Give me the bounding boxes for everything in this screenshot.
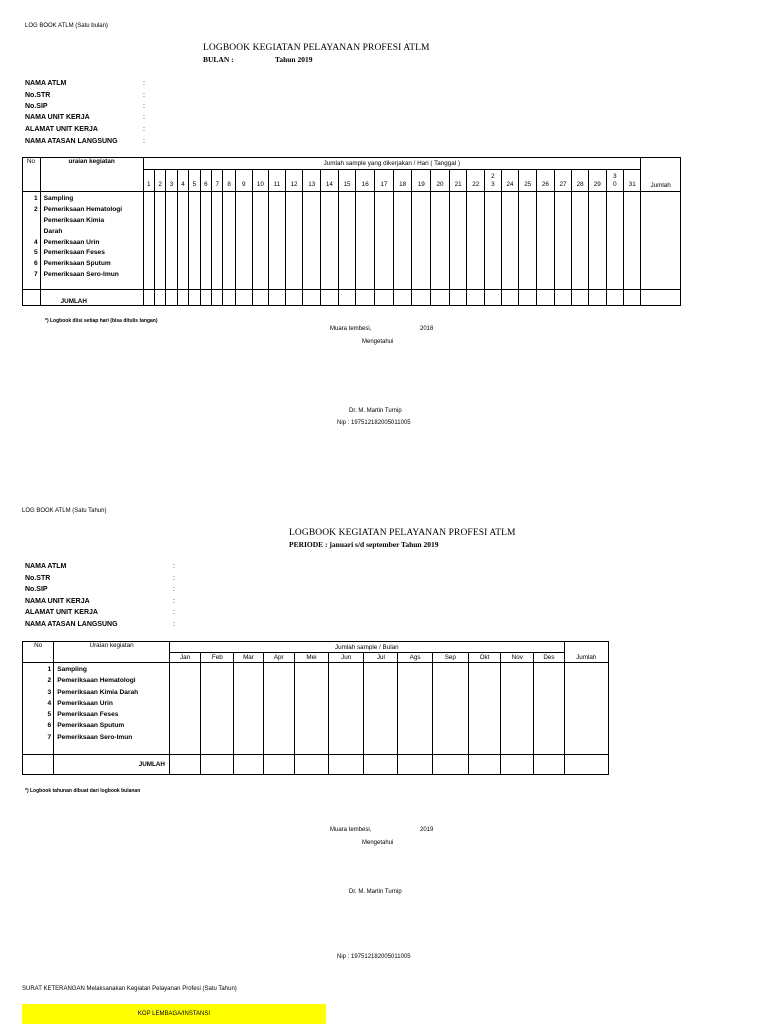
monthly-nip: Nip : 197512182005011005: [337, 420, 411, 426]
monthly-year: 2018: [420, 326, 434, 332]
data-cell: [201, 663, 234, 755]
activity-label: Pemeriksaan Feses: [57, 711, 119, 719]
total-no-cell: [23, 755, 54, 775]
total-cell: [364, 755, 398, 775]
day-header: 6: [200, 170, 211, 192]
activity-label: Pemeriksaan Kimia Darah: [57, 688, 139, 696]
data-cell: [537, 192, 555, 290]
total-cell: [338, 290, 356, 306]
monthly-bulan-label: BULAN :: [203, 55, 234, 64]
data-cell: [252, 192, 269, 290]
total-cell: [177, 290, 188, 306]
yearly-logbook-table: [22, 641, 609, 775]
total-cell: [572, 290, 589, 306]
field-colon: :: [143, 114, 145, 121]
field-colon: :: [173, 598, 175, 605]
data-cell: [501, 192, 519, 290]
activity-label: Pemeriksaan Kimia: [43, 216, 105, 224]
total-cell: [501, 290, 519, 306]
total-cell: [169, 755, 200, 775]
data-cell: [177, 192, 188, 290]
day-header: 7: [212, 170, 223, 192]
data-cell: [501, 663, 534, 755]
day-header: 2: [154, 170, 165, 192]
day-header: 18: [393, 170, 412, 192]
total-cell: [200, 290, 211, 306]
activity-label: Pemeriksaan Feses: [43, 249, 105, 257]
data-cell: [449, 192, 467, 290]
total-cell: [624, 290, 641, 306]
data-cell: [234, 663, 263, 755]
data-cell: [393, 192, 412, 290]
day-header: 15: [338, 170, 356, 192]
total-cell: [263, 755, 294, 775]
month-header: Des: [534, 653, 564, 663]
no-header: No: [23, 642, 54, 663]
total-cell: [321, 290, 339, 306]
day-header: 2 3: [485, 170, 502, 192]
month-header: Mei: [294, 653, 328, 663]
field-colon: :: [173, 609, 175, 616]
data-cell: [269, 192, 286, 290]
total-cell: [412, 290, 431, 306]
day-header: 3 0: [606, 170, 624, 192]
day-header: 16: [356, 170, 375, 192]
monthly-signer: Dr. M. Martin Turnip: [349, 408, 402, 414]
total-cell: [223, 290, 235, 306]
total-cell: [143, 290, 154, 306]
month-header: Ags: [398, 653, 432, 663]
data-cell: [338, 192, 356, 290]
total-cell: [375, 290, 394, 306]
total-cell: [154, 290, 165, 306]
field-colon: :: [173, 621, 175, 628]
activity-label: Pemeriksaan Urin: [43, 238, 100, 246]
field-nama-atlm: NAMA ATLM: [25, 80, 67, 87]
monthly-doc-label: LOG BOOK ATLM (Satu bulan): [25, 23, 108, 29]
data-cell: [294, 663, 328, 755]
total-cell: [641, 290, 681, 306]
yearly-title: LOGBOOK KEGIATAN PELAYANAN PROFESI ATLM: [289, 528, 516, 538]
total-cell: [468, 755, 500, 775]
day-header: 13: [303, 170, 321, 192]
total-cell: [393, 290, 412, 306]
total-cell: [269, 290, 286, 306]
field-no-str: No.STR: [25, 92, 51, 99]
no-header: No: [23, 158, 41, 192]
activity-label: Pemeriksaan Sero-Imun: [57, 733, 133, 741]
data-cell: [485, 192, 502, 290]
row-activities: [40, 192, 143, 290]
group-header: Jumlah sample / Bulan: [169, 642, 564, 653]
row-number: 5: [47, 711, 52, 719]
monthly-place-date: Muara tembesi,: [330, 326, 372, 332]
total-label: JUMLAH: [40, 290, 143, 306]
field-no-str: No.STR: [25, 575, 51, 582]
total-cell: [432, 755, 468, 775]
data-cell: [554, 192, 572, 290]
yearly-mengetahui: Mengetahui: [362, 840, 394, 846]
field-colon: :: [173, 563, 175, 570]
total-cell: [467, 290, 485, 306]
data-cell: [154, 192, 165, 290]
activity-label: Pemeriksaan Sero-Imun: [43, 271, 119, 279]
total-cell: [485, 290, 502, 306]
total-cell: [329, 755, 364, 775]
data-cell: [564, 663, 608, 755]
day-header: 22: [467, 170, 485, 192]
field-colon: :: [143, 126, 145, 133]
field-alamat-unit-kerja: ALAMAT UNIT KERJA: [25, 609, 98, 616]
jumlah-header: Jumlah: [564, 653, 608, 663]
data-cell: [200, 192, 211, 290]
monthly-title: LOGBOOK KEGIATAN PELAYANAN PROFESI ATLM: [203, 43, 430, 53]
field-nama-unit-kerja: NAMA UNIT KERJA: [25, 598, 90, 605]
total-cell: [294, 755, 328, 775]
day-header: 14: [321, 170, 339, 192]
data-cell: [432, 663, 468, 755]
total-cell: [398, 755, 432, 775]
row-number: 7: [33, 271, 38, 279]
field-colon: :: [143, 103, 145, 110]
day-header: 31: [624, 170, 641, 192]
day-header: 12: [285, 170, 303, 192]
field-no-sip: No.SIP: [25, 103, 48, 110]
month-header: Apr: [263, 653, 294, 663]
data-cell: [431, 192, 450, 290]
yearly-year: 2019: [420, 827, 434, 833]
day-header: 5: [189, 170, 200, 192]
total-cell: [431, 290, 450, 306]
data-cell: [467, 192, 485, 290]
total-cell: [235, 290, 252, 306]
day-header: 27: [554, 170, 572, 192]
jumlah-header-top: [564, 642, 608, 653]
field-nama-atlm: NAMA ATLM: [25, 563, 67, 570]
data-cell: [624, 192, 641, 290]
data-cell: [169, 663, 200, 755]
activity-header: uraian kegiatan: [40, 158, 143, 192]
day-header: 26: [537, 170, 555, 192]
day-header: 29: [588, 170, 606, 192]
data-cell: [285, 192, 303, 290]
total-label: JUMLAH: [54, 755, 170, 775]
day-header: 19: [412, 170, 431, 192]
yearly-doc-label: LOG BOOK ATLM (Satu Tahun): [22, 508, 107, 514]
field-colon: :: [143, 138, 145, 145]
row-number: 6: [33, 260, 38, 268]
field-no-sip: No.SIP: [25, 586, 48, 593]
activity-label: Sampling: [43, 195, 74, 202]
day-header: 28: [572, 170, 589, 192]
activity-label: Pemeriksaan Hematologi: [43, 205, 123, 213]
row-number: 2: [47, 677, 52, 685]
day-header: 3: [166, 170, 177, 192]
activity-label: Pemeriksaan Sputum: [57, 722, 125, 730]
jumlah-header: Jumlah: [641, 170, 681, 192]
month-header: Jan: [169, 653, 200, 663]
field-nama-atasan: NAMA ATASAN LANGSUNG: [25, 621, 118, 628]
row-number: 1: [47, 666, 52, 673]
month-header: Sep: [432, 653, 468, 663]
total-cell: [201, 755, 234, 775]
total-cell: [449, 290, 467, 306]
data-cell: [588, 192, 606, 290]
data-cell: [398, 663, 432, 755]
monthly-tahun-label: Tahun 2019: [275, 55, 313, 64]
day-header: 20: [431, 170, 450, 192]
month-header: Feb: [201, 653, 234, 663]
data-cell: [356, 192, 375, 290]
data-cell: [468, 663, 500, 755]
day-header: 1: [143, 170, 154, 192]
yearly-signer: Dr. M. Martin Turnip: [349, 889, 402, 895]
data-cell: [412, 192, 431, 290]
row-number: 4: [33, 238, 38, 246]
row-number: [23, 227, 38, 238]
field-colon: :: [173, 586, 175, 593]
data-cell: [641, 192, 681, 290]
data-cell: [606, 192, 624, 290]
field-colon: :: [143, 80, 145, 87]
month-header: Okt: [468, 653, 500, 663]
total-cell: [285, 290, 303, 306]
yearly-note: *) Logbook tahunan dibuat dari logbook bulanan: [25, 788, 141, 794]
total-cell: [537, 290, 555, 306]
day-header: 21: [449, 170, 467, 192]
group-header: Jumlah sample yang dikerjakan / Hari ( Tanggal ): [143, 158, 641, 170]
row-number: 3: [47, 688, 52, 696]
row-numbers: [23, 663, 54, 755]
day-header: 25: [519, 170, 537, 192]
total-no-cell: [23, 290, 41, 306]
data-cell: [143, 192, 154, 290]
data-cell: [235, 192, 252, 290]
total-cell: [303, 290, 321, 306]
row-number: 2: [33, 205, 38, 213]
activity-label: Pemeriksaan Urin: [57, 699, 113, 707]
data-cell: [572, 192, 589, 290]
total-cell: [356, 290, 375, 306]
month-header: Nov: [501, 653, 534, 663]
total-cell: [606, 290, 624, 306]
field-alamat-unit-kerja: ALAMAT UNIT KERJA: [25, 126, 98, 133]
yearly-place-date: Muara tembesi,: [330, 827, 372, 833]
total-cell: [588, 290, 606, 306]
total-cell: [554, 290, 572, 306]
field-nama-unit-kerja: NAMA UNIT KERJA: [25, 114, 90, 121]
data-cell: [166, 192, 177, 290]
row-number: 5: [33, 249, 38, 257]
activity-label: Pemeriksaan Hematologi: [57, 677, 136, 685]
kop-lembaga-box: KOP LEMBAGA/INSTANSI: [22, 1004, 326, 1024]
field-colon: :: [143, 92, 145, 99]
row-number: 7: [47, 733, 52, 741]
data-cell: [321, 192, 339, 290]
monthly-mengetahui: Mengetahui: [362, 339, 394, 345]
field-colon: :: [173, 575, 175, 582]
field-nama-atasan: NAMA ATASAN LANGSUNG: [25, 138, 118, 145]
day-header: 4: [177, 170, 188, 192]
surat-heading: SURAT KETERANGAN Melaksanakan Kegiatan Pelayanan Profesi (Satu Tahun): [22, 986, 237, 992]
data-cell: [303, 192, 321, 290]
total-cell: [189, 290, 200, 306]
data-cell: [223, 192, 235, 290]
data-cell: [189, 192, 200, 290]
data-cell: [534, 663, 564, 755]
total-cell: [501, 755, 534, 775]
monthly-note: *) Logbook diisi setiap hari (bisa ditulis tangan): [45, 318, 158, 324]
yearly-periode: PERIODE : januari s/d september Tahun 2019: [289, 540, 439, 549]
data-cell: [375, 192, 394, 290]
month-header: Jun: [329, 653, 364, 663]
total-cell: [252, 290, 269, 306]
month-header: Mar: [234, 653, 263, 663]
day-header: 24: [501, 170, 519, 192]
total-cell: [519, 290, 537, 306]
row-number: 4: [47, 699, 52, 707]
total-cell: [234, 755, 263, 775]
row-numbers: [23, 192, 41, 290]
data-cell: [329, 663, 364, 755]
day-header: 17: [375, 170, 394, 192]
row-number: 6: [47, 722, 52, 730]
activity-label: Darah: [43, 227, 63, 235]
row-activities: [54, 663, 170, 755]
day-header: 11: [269, 170, 286, 192]
monthly-logbook-table: [22, 157, 681, 306]
total-cell: [564, 755, 608, 775]
row-number: 1: [33, 195, 38, 202]
total-cell: [166, 290, 177, 306]
data-cell: [364, 663, 398, 755]
activity-label: Pemeriksaan Sputum: [43, 260, 111, 268]
month-header: Jul: [364, 653, 398, 663]
day-header: 10: [252, 170, 269, 192]
data-cell: [263, 663, 294, 755]
total-cell: [212, 290, 223, 306]
activity-label: Sampling: [57, 666, 87, 673]
row-number: [23, 216, 38, 227]
activity-header: Uraian kegiatan: [54, 642, 170, 663]
data-cell: [519, 192, 537, 290]
data-cell: [212, 192, 223, 290]
total-cell: [534, 755, 564, 775]
jumlah-header-top: [641, 158, 681, 170]
day-header: 9: [235, 170, 252, 192]
day-header: 8: [223, 170, 235, 192]
yearly-nip: Nip : 197512182005011005: [337, 954, 411, 960]
